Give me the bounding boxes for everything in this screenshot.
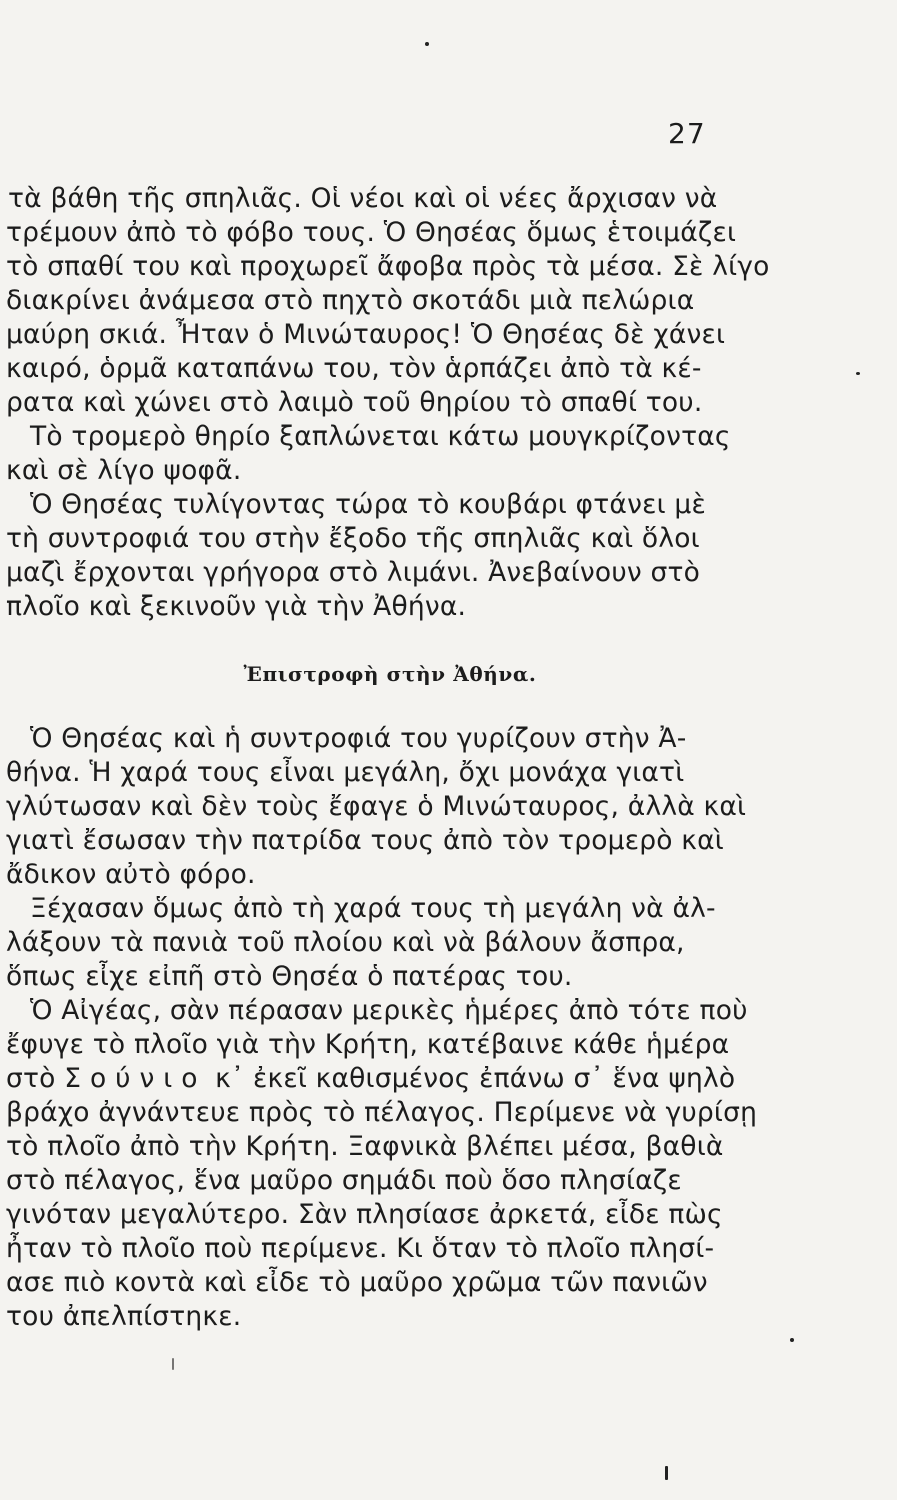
text-line: τὴ συντροφιά του στὴν ἔξοδο τῆς σπηλιᾶς καὶ ὅλοι xyxy=(6,523,700,554)
paper-speck xyxy=(856,372,860,375)
text-fragment: κ᾿ ἐκεῖ καθισμένος ἐπάνω σ᾿ ἕνα ψηλὸ xyxy=(215,1063,736,1094)
text-line: γλύτωσαν καὶ δὲν τοὺς ἔφαγε ὁ Μινώταυρος, ἀλλὰ καὶ xyxy=(6,791,747,822)
text-line: ὅπως εἶχε εἰπῆ στὸ Θησέα ὁ πατέρας του. xyxy=(6,961,573,992)
text-line: λάξουν τὰ πανιὰ τοῦ πλοίου καὶ νὰ βάλουν ἄσπρα, xyxy=(6,927,685,958)
text-block-return xyxy=(6,722,766,1334)
text-line: θήνα. Ἡ χαρά τους εἶναι μεγάλη, ὄχι μονάχα γιατὶ xyxy=(6,757,685,788)
text-line: Ὁ Αἰγέας, σὰν πέρασαν μερικὲς ἡμέρες ἀπὸ τότε ποὺ xyxy=(30,995,748,1026)
paper-speck xyxy=(172,1358,174,1370)
paper-speck xyxy=(790,1338,794,1342)
text-block-cave xyxy=(6,182,770,624)
text-line: ἔφυγε τὸ πλοῖο γιὰ τὴν Κρήτη, κατέβαινε κάθε ἡμέρα xyxy=(6,1029,730,1060)
section-heading: Ἐπιστροφὴ στὴν Ἀθήνα. xyxy=(243,662,537,686)
paper-speck xyxy=(425,42,429,46)
text-line: μαζὶ ἔρχονται γρήγορα στὸ λιμάνι. Ἀνεβαίνουν στὸ xyxy=(6,557,701,588)
text-line: ἄδικον αὐτὸ φόρο. xyxy=(6,859,256,890)
text-line: τὰ βάθη τῆς σπηλιᾶς. Οἱ νέοι καὶ οἱ νέες ἄρχισαν νὰ xyxy=(8,183,718,214)
text-fragment: στὸ xyxy=(6,1063,56,1094)
text-line: τρέμουν ἀπὸ τὸ φόβο τους. Ὁ Θησέας ὅμως ἑτοιμάζει xyxy=(6,217,737,248)
text-line: στὸ πέλαγος, ἕνα μαῦρο σημάδι ποὺ ὅσο πλησίαζε xyxy=(6,1165,682,1196)
paper-speck xyxy=(665,1466,668,1480)
page-number: 27 xyxy=(668,117,706,150)
text-line: ασε πιὸ κοντὰ καὶ εἶδε τὸ μαῦρο χρῶμα τῶν πανιῶν xyxy=(6,1267,708,1298)
text-line: Τὸ τρομερὸ θηρίο ξαπλώνεται κάτω μουγκρίζοντας xyxy=(30,421,731,452)
text-line: ἦταν τὸ πλοῖο ποὺ περίμενε. Κι ὅταν τὸ πλοῖο πλησί- xyxy=(6,1233,715,1264)
text-line: καὶ σὲ λίγο ψοφᾶ. xyxy=(6,455,242,486)
text-line: διακρίνει ἀνάμεσα στὸ πηχτὸ σκοτάδι μιὰ πελώρια xyxy=(6,285,695,316)
spaced-place-name: Σούνιο xyxy=(64,1063,207,1094)
text-line: του ἀπελπίστηκε. xyxy=(6,1301,242,1332)
text-line: τὸ σπαθί του καὶ προχωρεῖ ἄφοβα πρὸς τὰ μέσα. Σὲ λίγο xyxy=(6,251,770,282)
text-line: Ὁ Θησέας καὶ ἡ συντροφιά του γυρίζουν στὴν Ἀ- xyxy=(30,723,687,754)
text-line-sounio xyxy=(6,1062,766,1096)
text-line: μαύρη σκιά. Ἦταν ὁ Μινώταυρος! Ὁ Θησέας δὲ χάνει xyxy=(6,319,726,350)
text-line: τὸ πλοῖο ἀπὸ τὴν Κρήτη. Ξαφνικὰ βλέπει μέσα, βαθιὰ xyxy=(6,1131,724,1162)
text-line: πλοῖο καὶ ξεκινοῦν γιὰ τὴν Ἀθήνα. xyxy=(6,591,467,622)
text-line: γινόταν μεγαλύτερο. Σὰν πλησίασε ἀρκετά, εἶδε πὼς xyxy=(6,1199,723,1230)
text-line: βράχο ἀγνάντευε πρὸς τὸ πέλαγος. Περίμενε νὰ γυρίσῃ xyxy=(6,1097,758,1128)
text-line: Ξέχασαν ὅμως ἀπὸ τὴ χαρά τους τὴ μεγάλη νὰ ἀλ- xyxy=(30,893,716,924)
text-line: ρατα καὶ χώνει στὸ λαιμὸ τοῦ θηρίου τὸ σπαθί του. xyxy=(6,387,703,418)
text-line: Ὁ Θησέας τυλίγοντας τώρα τὸ κουβάρι φτάνει μὲ xyxy=(30,489,706,520)
text-line: καιρό, ὁρμᾶ καταπάνω του, τὸν ἁρπάζει ἀπὸ τὰ κέ- xyxy=(6,353,702,384)
text-line: γιατὶ ἔσωσαν τὴν πατρίδα τους ἀπὸ τὸν τρομερὸ καὶ xyxy=(6,825,724,856)
